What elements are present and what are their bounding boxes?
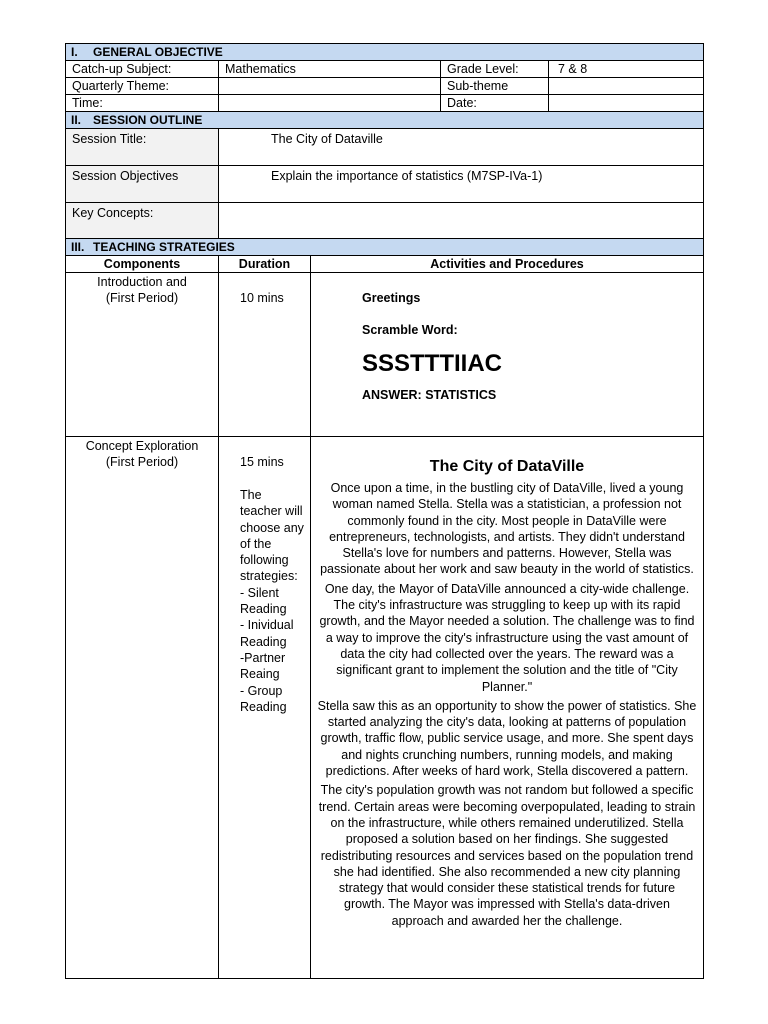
strategy-item: - Inividual Reading xyxy=(240,618,294,649)
time-value xyxy=(219,95,441,112)
story-cell xyxy=(311,437,704,979)
section-header-general-objective xyxy=(66,44,704,61)
scramble-answer: ANSWER: STATISTICS xyxy=(362,388,497,402)
strategy-item: -Partner Reaing xyxy=(240,650,286,682)
date-label: Date: xyxy=(441,95,549,112)
concept-duration: 15 mins xyxy=(240,455,284,469)
story-paragraph: One day, the Mayor of DataVille announced a city-wide challenge. The city's infrastructure was struggling to keep up with its rapid growth, and the Mayor needed a solution. The challenge was to find a way to improve the city's infrastructure using the vast amount of data the city had collected over the years. The reward was a significant grant to implement the solution and the title of "City Planner." xyxy=(319,581,695,694)
time-label: Time: xyxy=(66,95,219,112)
catch-up-subject-label: Catch-up Subject: xyxy=(66,61,219,78)
section-title: TEACHING STRATEGIES xyxy=(93,240,235,254)
section-header-teaching-strategies xyxy=(66,239,704,256)
intro-component-line2: (First Period) xyxy=(105,291,179,305)
intro-duration: 10 mins xyxy=(219,273,311,437)
catch-up-subject-value: Mathematics xyxy=(219,61,441,78)
concept-component xyxy=(66,437,219,979)
section-number: II. xyxy=(71,113,82,127)
intro-activities xyxy=(311,273,704,437)
section-number: I. xyxy=(71,45,78,59)
column-header-duration: Duration xyxy=(219,256,311,273)
column-header-components: Components xyxy=(66,256,219,273)
lesson-plan-table xyxy=(65,43,704,979)
lesson-plan-document xyxy=(65,43,703,979)
greetings-text: Greetings xyxy=(362,291,421,305)
story-paragraph: Stella saw this as an opportunity to show the power of statistics. She started analyzing the city's data, looking at patterns of population growth, traffic flow, public service usage, and more. She spent days and nights crunching numbers, running models, and making predictions. After weeks of hard work, Stella discovered a pattern. xyxy=(317,698,697,779)
concept-component-line1: Concept Exploration xyxy=(85,439,199,453)
section-number: III. xyxy=(71,240,85,254)
story-paragraph: Once upon a time, in the bustling city of DataVille, lived a young woman named Stella. Stella was a statistician, a profession not commonly found in the city. Most people in DataVille were entrepreneurs, technologists, and artists. They didn't understand Stella's love for numbers and patterns. However, Stella was passionate about her work and saw beauty in the world of statistics. xyxy=(320,481,694,577)
session-objectives-value: Explain the importance of statistics (M7SP-IVa-1) xyxy=(219,166,704,203)
intro-component xyxy=(66,273,219,437)
quarterly-theme-value xyxy=(219,78,441,95)
quarterly-theme-label: Quarterly Theme: xyxy=(66,78,219,95)
session-title-value: The City of Dataville xyxy=(219,129,704,166)
session-objectives-label: Session Objectives xyxy=(66,166,219,203)
strategy-item: - Group Reading xyxy=(240,683,287,714)
sub-theme-value xyxy=(549,78,704,95)
scramble-word: SSSTTTIIAC xyxy=(362,350,503,377)
story-paragraph: The city's population growth was not random but followed a specific trend. Certain areas were becoming overpopulated, leading to strain on the infrastructure, while others remained underutilized. Stella proposed a solution based on her findings. She suggested redistributing resources and services based on the population trend she had identified. She also recommended a new city planning strategy that would consider these statistical trends for future growth. The Mayor was impressed with Stella's data-driven approach and awarded her the challenge. xyxy=(318,783,696,928)
column-header-activities: Activities and Procedures xyxy=(311,256,704,273)
concept-component-line2: (First Period) xyxy=(105,455,179,469)
grade-level-label: Grade Level: xyxy=(441,61,549,78)
section-header-session-outline xyxy=(66,112,704,129)
key-concepts-value xyxy=(219,203,704,239)
strategy-item: - Silent Reading xyxy=(240,585,287,617)
date-value xyxy=(549,95,704,112)
story-title: The City of DataVille xyxy=(429,458,585,475)
strategy-description: The teacher will choose any of the following strategies: xyxy=(240,488,304,584)
grade-level-value: 7 & 8 xyxy=(549,61,704,78)
scramble-label: Scramble Word: xyxy=(362,323,458,337)
section-title: GENERAL OBJECTIVE xyxy=(93,45,223,59)
key-concepts-label: Key Concepts: xyxy=(66,203,219,239)
section-title: SESSION OUTLINE xyxy=(93,113,203,127)
intro-component-line1: Introduction and xyxy=(97,275,187,289)
concept-duration-cell xyxy=(219,437,311,979)
session-title-label: Session Title: xyxy=(66,129,219,166)
sub-theme-label: Sub-theme xyxy=(441,78,549,95)
